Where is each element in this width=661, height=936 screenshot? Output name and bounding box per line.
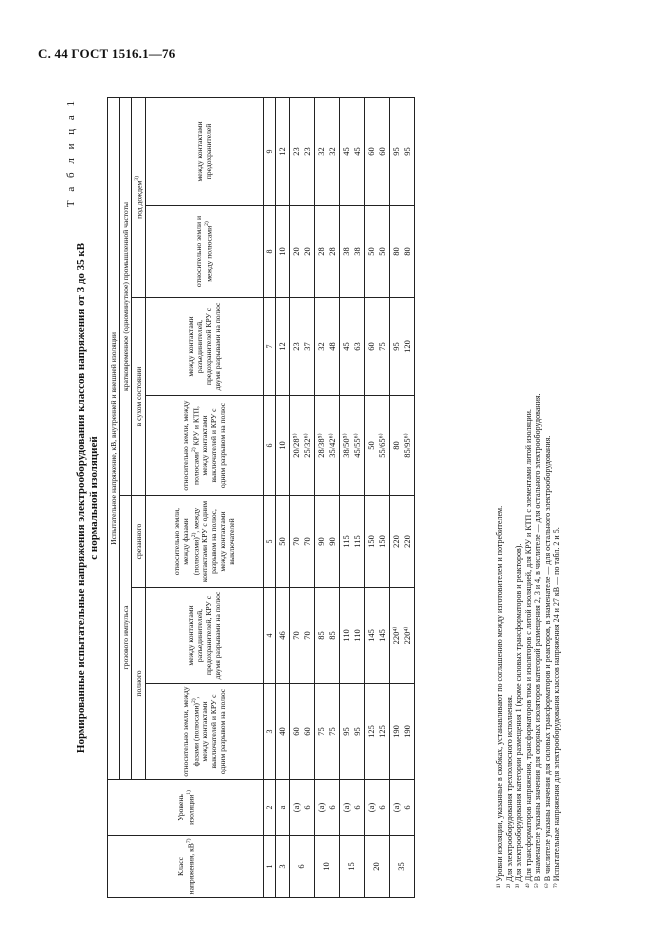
- table-row: [389, 97, 414, 897]
- header-level: Уровень изоляции$^{1)}$: [108, 780, 264, 836]
- table-cell-c8: 28 28: [314, 206, 339, 298]
- table-cell-cls: 3: [275, 836, 289, 898]
- footnote: ⁶⁾ В числителе указаны значения для силовых трансформаторов и реакторов, в знаменателе — для остального электрооборудования.: [542, 435, 552, 888]
- table-cell-c3: 190 190: [389, 684, 414, 780]
- table-cell-c7: 12: [275, 298, 289, 396]
- header-full: полного: [132, 588, 146, 780]
- table-cell-cls: 20: [364, 836, 389, 898]
- table-cell-c4: 145 145: [364, 588, 389, 684]
- table-cell-c4: 85 85: [314, 588, 339, 684]
- table-cell-c5: 150 150: [364, 496, 389, 588]
- col-number: 6: [263, 396, 275, 496]
- table-cell-lvl: (а) 6: [289, 780, 314, 836]
- rotated-table-block: [63, 98, 603, 898]
- table-cell-c7: 32 48: [314, 298, 339, 396]
- table-cell-c5: 90 90: [314, 496, 339, 588]
- table-cell-c7: 23 37: [289, 298, 314, 396]
- col-number: 8: [263, 206, 275, 298]
- table-cell-lvl: (а) 6: [339, 780, 364, 836]
- header-class: Класс напряжения, $кВ^{7)}$: [108, 836, 264, 898]
- table-cell-c6: 38/50⁵⁾ 45/55⁶⁾: [339, 396, 364, 496]
- table-cell-c8: 20 20: [289, 206, 314, 298]
- table-cell-c9: 95 95: [389, 97, 414, 205]
- header-test-voltage: Испытательное напряжение, кВ, внутренней и внешней изоляции: [108, 97, 120, 779]
- header-col5: относительно земли, между фазами (полюсами)$^{2)}$, между контактами КРУ с одним разрывом на полюс, между контактами выключателей: [145, 496, 263, 588]
- voltage-table: [107, 97, 415, 898]
- footnote: ¹⁾ Уровни изоляции, указанные в скобках, устанавливают по соглашению между изготовителем и потребителем.: [495, 505, 504, 888]
- table-cell-c5: 50: [275, 496, 289, 588]
- header-rain: под дождем$^{3)}$: [132, 97, 146, 297]
- table-row: [339, 97, 364, 897]
- table-cell-c4: 70 70: [289, 588, 314, 684]
- table-body: [275, 97, 414, 897]
- table-row: [275, 97, 289, 897]
- table-title-line2: с нормальной изоляцией: [88, 436, 100, 560]
- table-cell-c6: 20/28⁵⁾ 25/32⁶⁾: [289, 396, 314, 496]
- footnotes: [495, 98, 562, 888]
- header-col3: относительно земли, между фазами (полюсами)$^{2)}$, между контактами выключателей и КРУ с одним разрывом на полюс: [145, 684, 263, 780]
- header-dry: в сухом состоянии: [132, 298, 146, 496]
- table-cell-cls: 10: [314, 836, 339, 898]
- footnote: ⁷⁾ Испытательные напряжения для электрооборудования классов напряжения 24 и 27 кВ — по табл. 2 и 5.: [552, 527, 561, 888]
- table-cell-c9: 45 45: [339, 97, 364, 205]
- column-number-row: [263, 97, 275, 897]
- table-cell-c3: 75 75: [314, 684, 339, 780]
- table-cell-c6: 50 55/65⁶⁾: [364, 396, 389, 496]
- table-cell-c3: 60 60: [289, 684, 314, 780]
- table-cell-c6: 28/38⁵⁾ 35/42⁶⁾: [314, 396, 339, 496]
- col-number: 3: [263, 684, 275, 780]
- table-cell-c5: 220 220: [389, 496, 414, 588]
- table-cell-c9: 32 32: [314, 97, 339, 205]
- table-cell-c7: 60 75: [364, 298, 389, 396]
- table-cell-c8: 38 38: [339, 206, 364, 298]
- col-number: 2: [263, 780, 275, 836]
- table-cell-lvl: (а) 6: [364, 780, 389, 836]
- table-row: [364, 97, 389, 897]
- page-header: С. 44 ГОСТ 1516.1—76: [38, 46, 176, 61]
- table-cell-cls: 35: [389, 836, 414, 898]
- table-cell-c4: 220⁴⁾ 220⁴⁾: [389, 588, 414, 684]
- table-row: [314, 97, 339, 897]
- footnote: ³⁾ Для электрооборудования категории размещения 1 (кроме силовых трансформаторов и реакторов).: [514, 543, 523, 888]
- col-number: 4: [263, 588, 275, 684]
- table-cell-c4: 110 110: [339, 588, 364, 684]
- table-cell-c5: 115 115: [339, 496, 364, 588]
- table-cell-c3: 40: [275, 684, 289, 780]
- footnote: ²⁾ Для электрооборудования трехполюсного исполнения.: [504, 695, 514, 888]
- col-number: 1: [263, 836, 275, 898]
- table-cell-c6: 10: [275, 396, 289, 496]
- table-label: Т а б л и ц а 1: [65, 98, 77, 208]
- col-number: 9: [263, 97, 275, 205]
- table-title-line1: Нормированные испытательные напряжения электрооборудования классов напряжения от 3 до 35 кВ: [75, 242, 87, 754]
- table-cell-c9: 60 60: [364, 97, 389, 205]
- footnote: ⁵⁾ В знаменателе указаны значения для опорных изоляторов категорий размещения 2, 3 и 4, в числителе — для остального электрооборудования.: [533, 393, 542, 888]
- table-cell-c9: 12: [275, 97, 289, 205]
- table-cell-lvl: (а) 6: [314, 780, 339, 836]
- table-cell-lvl: а: [275, 780, 289, 836]
- header-col4: между контактами разъединителей, предохранителей, КРУ с двумя разрывами на полюс: [145, 588, 263, 684]
- header-col6: относительно земли, между полюсами$^{2)}$ КРУ и КТП, между контактами выключателей и КРУ с одним разрывом на полюс: [145, 396, 263, 496]
- table-cell-c6: 80 85/95⁶⁾: [389, 396, 414, 496]
- table-cell-c7: 45 63: [339, 298, 364, 396]
- table-cell-cls: 15: [339, 836, 364, 898]
- table-title: [75, 158, 101, 838]
- table-cell-c4: 46: [275, 588, 289, 684]
- header-short-term: кратковременное (одноминутное) промышленной частоты: [120, 97, 132, 495]
- table-cell-c3: 125 125: [364, 684, 389, 780]
- header-impulse: грозового импульса: [120, 496, 132, 780]
- table-cell-c7: 95 120: [389, 298, 414, 396]
- header-chopped: срезанного: [132, 496, 146, 588]
- header-col9: между контактами предохранителей: [145, 97, 263, 205]
- table-cell-c9: 23 23: [289, 97, 314, 205]
- table-row: [289, 97, 314, 897]
- table-cell-c8: 50 50: [364, 206, 389, 298]
- table-cell-cls: 6: [289, 836, 314, 898]
- col-number: 5: [263, 496, 275, 588]
- table-cell-c8: 80 80: [389, 206, 414, 298]
- header-col7: между контактами разъединителей, предохранителей КРУ с двумя разрывами на полюс: [145, 298, 263, 396]
- col-number: 7: [263, 298, 275, 396]
- table-cell-c3: 95 95: [339, 684, 364, 780]
- table-cell-c8: 10: [275, 206, 289, 298]
- footnote: ⁴⁾ Для трансформаторов напряжения, трансформаторов тока и изоляторов с литой изоляцией, для КРУ и КТП с элементами литой изоляции.: [523, 409, 533, 888]
- header-col8: относительно земли и между полюсами$^{2)}$: [145, 206, 263, 298]
- table-cell-c5: 70 70: [289, 496, 314, 588]
- table-cell-lvl: (а) 6: [389, 780, 414, 836]
